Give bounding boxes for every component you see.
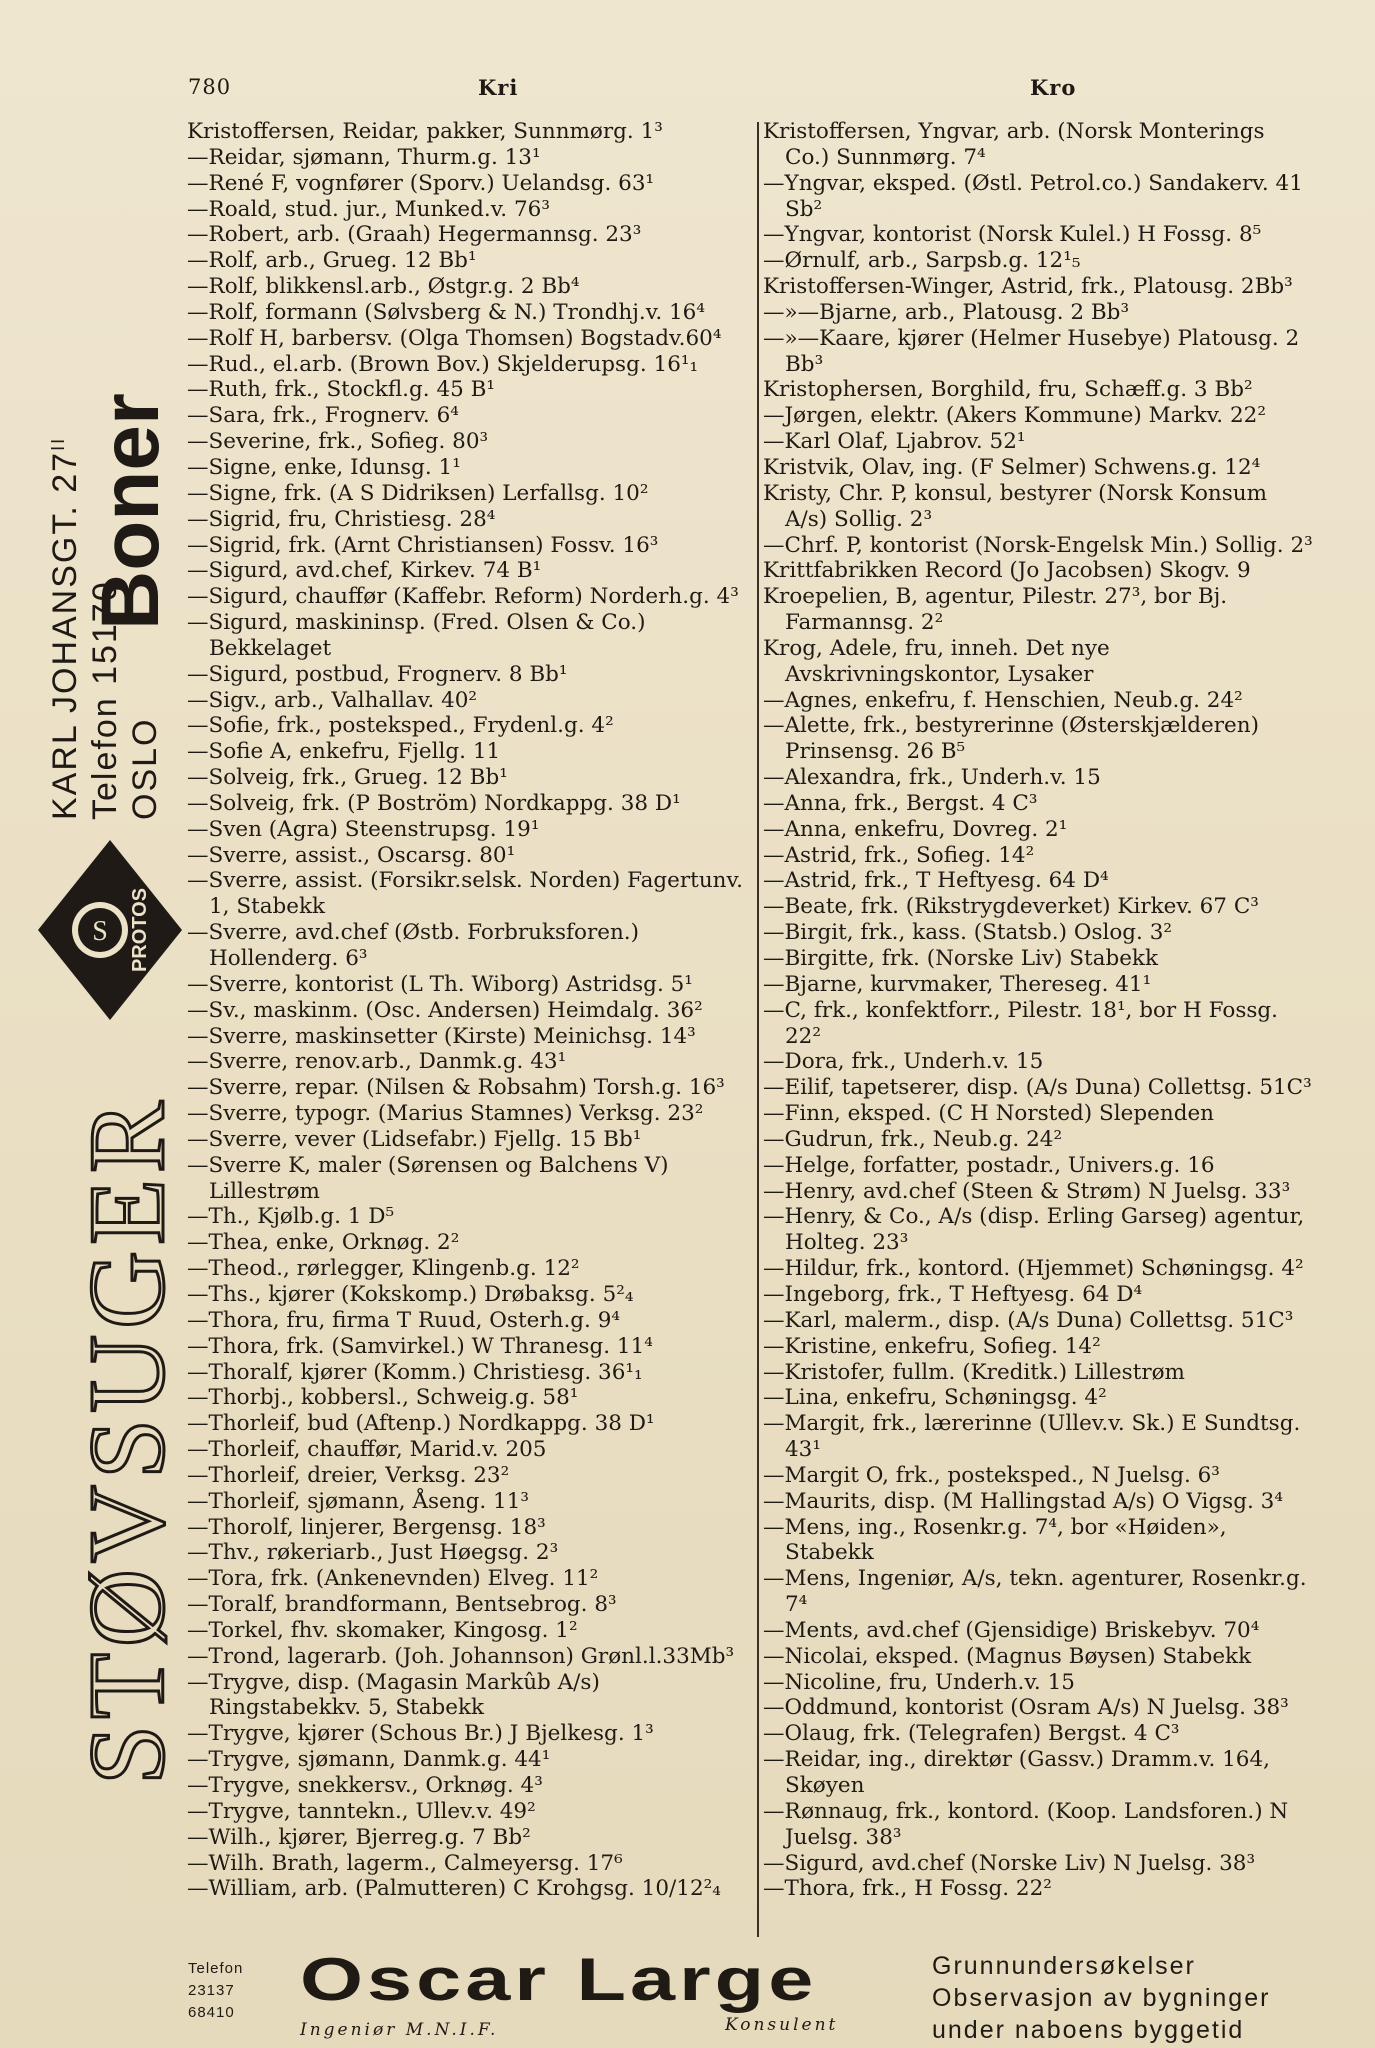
directory-entry: —Sven (Agra) Steenstrupsg. 19¹ [187,816,540,842]
directory-entry: —Sigrid, frk. (Arnt Christiansen) Fossv. 16³ [187,532,659,558]
directory-entry: —William, arb. (Palmutteren) C Krohgsg. 10/12²₄ [187,1876,721,1902]
directory-entry: —Mens, Ingeniør, A/s, tekn. agenturer, Rosenkr.g. 7⁴ [763,1566,1307,1618]
directory-entry: —Astrid, frk., Sofieg. 14² [763,842,1035,868]
directory-entry: —Agnes, enkefru, f. Henschien, Neub.g. 24² [763,687,1243,713]
directory-entry: —Thea, enke, Orknøg. 2² [187,1230,460,1256]
directory-entry: —Bjarne, kurvmaker, Thereseg. 41¹ [763,971,1152,997]
directory-entry: —Margit, frk., lærerinne (Ullev.v. Sk.) E Sundtsg. 43¹ [763,1411,1301,1463]
directory-entry: —Thora, frk., H Fossg. 22² [763,1876,1052,1902]
directory-entry: —Thorolf, linjerer, Bergensg. 18³ [187,1514,546,1540]
directory-entry: —Sigurd, chauffør (Kaffebr. Reform) Norderh.g. 4³ [187,584,739,610]
page-number: 780 [188,75,232,99]
directory-entry: —Margit O, frk., posteksped., N Juelsg. 6³ [763,1462,1220,1488]
directory-entry: —Roald, stud. jur., Munked.v. 76³ [187,196,550,222]
directory-entry: —Trygve, disp. (Magasin Markûb A/s) Ringstabekkv. 5, Stabekk [187,1669,600,1721]
column-divider [757,122,759,1937]
directory-entry: —Ths., kjører (Kokskomp.) Drøbaksg. 5²₄ [187,1281,634,1307]
footer-services [932,1950,1270,2046]
directory-entry: —Rønnaug, frk., kontord. (Koop. Landsforen.) N Juelsg. 38³ [763,1798,1289,1850]
directory-entry: —Thorleif, sjømann, Åseng. 11³ [187,1488,529,1514]
directory-entry: —Sigurd, avd.chef (Norske Liv) N Juelsg. 38³ [763,1850,1256,1876]
directory-entry: Kroepelien, B, agentur, Pilestr. 27³, bor Bj. Farmannsg. 2² [763,584,1228,636]
directory-entry: —Thora, frk. (Samvirkel.) W Thranesg. 11⁴ [187,1333,653,1359]
directory-entry: —Chrf. P, kontorist (Norsk-Engelsk Min.) Sollig. 2³ [763,532,1313,558]
directory-entry: —Astrid, frk., T Heftyesg. 64 D⁴ [763,868,1109,894]
directory-entry: —Sverre, vever (Lidsefabr.) Fjellg. 15 Bb¹ [187,1126,642,1152]
directory-entry: —Robert, arb. (Graah) Hegermannsg. 23³ [187,222,642,248]
directory-entry: —Mens, ing., Rosenkr.g. 7⁴, bor «Høiden», Stabekk [763,1514,1227,1566]
side-advertisement [38,225,188,1800]
directory-entry: —Rolf, blikkensl.arb., Østgr.g. 2 Bb⁴ [187,274,580,300]
directory-entry: —Sofie, frk., posteksped., Frydenl.g. 4² [187,713,614,739]
footer-tel-2: 68410 [188,2004,235,2021]
directory-entry: —Rud., el.arb. (Brown Bov.) Skjelderupsg. 16¹₁ [187,351,699,377]
directory-entry: —Beate, frk. (Rikstrygdeverket) Kirkev. 67 C³ [763,894,1259,920]
footer-role: Konsulent [725,2015,839,2035]
directory-entry: —Henry, avd.chef (Steen & Strøm) N Juelsg. 33³ [763,1178,1291,1204]
directory-entry: —Birgit, frk., kass. (Statsb.) Oslog. 3² [763,920,1173,946]
directory-entry: —Sara, frk., Frognerv. 6⁴ [187,403,459,429]
left-running-head: Kri [478,75,519,100]
directory-entry: —Trond, lagerarb. (Joh. Johannson) Grønl.l.33Mb³ [187,1643,735,1669]
directory-entry: —Sverre, maskinsetter (Kirste) Meinichsg. 14³ [187,1023,696,1049]
directory-entry: —Sverre, avd.chef (Østb. Forbruksforen.) Hollenderg. 6³ [187,920,640,971]
directory-entry: —Rolf, arb., Grueg. 12 Bb¹ [187,248,477,274]
directory-entry: —Thorbj., kobbersl., Schweig.g. 58¹ [187,1385,579,1411]
directory-entry: —Ments, avd.chef (Gjensidige) Briskebyv. 70⁴ [763,1617,1260,1643]
directory-entry: —Sigurd, avd.chef, Kirkev. 74 B¹ [187,558,542,584]
directory-entry: —Kristofer, fullm. (Kreditk.) Lillestrøm [763,1359,1185,1385]
footer-service-3: under naboens byggetid [932,2016,1245,2044]
directory-entry: —Thorleif, chauffør, Marid.v. 205 [187,1437,547,1463]
directory-entry: —Helge, forfatter, postadr., Univers.g. 16 [763,1152,1215,1178]
footer-title: Ingeniør M.N.I.F. [300,2020,499,2040]
directory-entry: —Sverre, renov.arb., Danmk.g. 43¹ [187,1049,567,1075]
directory-entry: —Signe, frk. (A S Didriksen) Lerfallsg. 10² [187,480,649,506]
directory-entry: —Reidar, ing., direktør (Gassv.) Dramm.v. 164, Skøyen [763,1747,1270,1798]
directory-entry: —Ingeborg, frk., T Heftyesg. 64 D⁴ [763,1281,1143,1307]
footer-telephone-block [188,1958,243,2024]
ad-logo-text: PROTOS [129,887,151,973]
right-column-entries [763,119,1315,1902]
directory-entry: —Alexandra, frk., Underh.v. 15 [763,765,1101,791]
directory-entry: —Sv., maskinm. (Osc. Andersen) Heimdalg. 36² [187,997,703,1023]
directory-entry: Krittfabrikken Record (Jo Jacobsen) Skogv. 9 [763,558,1251,584]
directory-entry: —Reidar, sjømann, Thurm.g. 13¹ [187,144,541,170]
directory-entry: —Trygve, tanntekn., Ullev.v. 49² [187,1798,536,1824]
directory-entry: —Kristine, enkefru, Sofieg. 14² [763,1333,1101,1359]
directory-entry: —Th., Kjølb.g. 1 D⁵ [187,1204,395,1230]
directory-entry: —Wilh., kjører, Bjerreg.g. 7 Bb² [187,1824,531,1850]
directory-entry: —Yngvar, kontorist (Norsk Kulel.) H Fossg. 8⁵ [763,222,1262,248]
directory-entry: Kristophersen, Borghild, fru, Schæff.g. 3 Bb² [763,377,1253,403]
directory-entry: —C, frk., konfektforr., Pilestr. 18¹, bor H Fossg. 22² [763,997,1278,1049]
directory-entry: Kristy, Chr. P, konsul, bestyrer (Norsk Konsum A/s) Sollig. 2³ [763,480,1268,532]
directory-entry: —Torkel, fhv. skomaker, Kingosg. 1² [187,1617,578,1643]
footer-tel-label: Telefon [188,1960,244,1977]
directory-entry: —Signe, enke, Idunsg. 1¹ [187,454,461,480]
directory-entry: —Trygve, sjømann, Danmk.g. 44¹ [187,1747,551,1773]
directory-entry: —Sigv., arb., Valhallav. 40² [187,687,478,713]
directory-entry: —Finn, eksped. (C H Norsted) Slependen [763,1101,1215,1127]
protos-logo [38,840,182,1020]
directory-entry: Kristoffersen, Reidar, pakker, Sunnmørg. 1³ [187,119,663,144]
directory-entry: —Sverre, assist. (Forsikr.selsk. Norden) Fagertunv. 1, Stabekk [187,868,743,920]
directory-entry: —Toralf, brandformann, Bentsebrog. 8³ [187,1592,617,1618]
directory-entry: —Nicoline, fru, Underh.v. 15 [763,1669,1075,1695]
directory-entry: —Tora, frk. (Ankenevnden) Elveg. 11² [187,1566,599,1592]
footer-company-name: Oscar Large [300,1946,818,2013]
directory-entry: —Thorleif, dreier, Verksg. 23² [187,1462,510,1488]
footer-tel-1: 23137 [188,1982,235,1999]
directory-entry: —Solveig, frk., Grueg. 12 Bb¹ [187,765,508,791]
directory-entry: —Gudrun, frk., Neub.g. 24² [763,1126,1063,1152]
directory-entry: —Solveig, frk. (P Boström) Nordkappg. 38 D¹ [187,790,681,816]
directory-entry: —Sverre K, maler (Sørensen og Balchens V) Lillestrøm [187,1152,669,1204]
directory-entry: —Sigrid, fru, Christiesg. 28⁴ [187,506,496,532]
directory-entry: —Ørnulf, arb., Sarpsb.g. 12¹₅ [763,248,1081,274]
directory-entry: —Sigurd, postbud, Frognerv. 8 Bb¹ [187,661,568,687]
directory-entry: —Rolf H, barbersv. (Olga Thomsen) Bogstadv.60⁴ [187,325,722,351]
ad-product-top: Boner [85,393,176,630]
directory-entry: —Dora, frk., Underh.v. 15 [763,1049,1044,1075]
directory-entry: —Sigurd, maskininsp. (Fred. Olsen & Co.) Bekkelaget [187,610,646,661]
directory-entry: —»—Kaare, kjører (Helmer Husebye) Platousg. 2 Bb³ [763,325,1300,377]
directory-entry: —Maurits, disp. (M Hallingstad A/s) O Vigsg. 3⁴ [763,1488,1283,1514]
directory-entry: —Sverre, typogr. (Marius Stamnes) Verksg. 23² [187,1101,704,1127]
left-column-entries [187,119,747,1902]
directory-entry: —Nicolai, eksped. (Magnus Bøysen) Stabekk [763,1643,1252,1669]
directory-entry: —Wilh. Brath, lagerm., Calmeyersg. 17⁶ [187,1850,623,1876]
directory-entry: —Oddmund, kontorist (Osram A/s) N Juelsg. 38³ [763,1695,1289,1721]
directory-entry: Kristoffersen-Winger, Astrid, frk., Platousg. 2Bb³ [763,274,1293,300]
footer-service-1: Grunnundersøkelser [932,1952,1196,1980]
directory-entry: —Henry, & Co., A/s (disp. Erling Garseg) agentur, Holteg. 23³ [763,1204,1305,1256]
directory-entry: —Trygve, snekkersv., Orknøg. 4³ [187,1773,543,1798]
directory-entry: —Trygve, kjører (Schous Br.) J Bjelkesg. 1³ [187,1721,654,1747]
directory-entry: —Lina, enkefru, Schøningsg. 4² [763,1385,1107,1411]
directory-entry: —Ruth, frk., Stockfl.g. 45 B¹ [187,377,496,403]
directory-entry: —Jørgen, elektr. (Akers Kommune) Markv. 22² [763,403,1266,429]
directory-entry: Krog, Adele, fru, inneh. Det nye Avskrivningskontor, Lysaker [763,635,1110,687]
ad-product-bottom: STØVSUGER [68,1094,187,1785]
directory-entry: —Alette, frk., bestyrerinne (Østerskjælderen) Prinsensg. 26 B⁵ [763,713,1260,765]
directory-entry: —Thorleif, bud (Aftenp.) Nordkappg. 38 D¹ [187,1411,655,1437]
directory-entry: —Theod., rørlegger, Klingenb.g. 12² [187,1256,580,1282]
directory-entry: —Karl Olaf, Ljabrov. 52¹ [763,429,1026,455]
directory-entry: —Olaug, frk. (Telegrafen) Bergst. 4 C³ [763,1721,1180,1747]
ad-telephone: Telefon 15170 [86,580,124,820]
directory-entry: —Thora, fru, firma T Ruud, Osterh.g. 9⁴ [187,1307,621,1333]
directory-entry: —Anna, frk., Bergst. 4 C³ [763,790,1038,816]
directory-entry: —Sofie A, enkefru, Fjellg. 11 [187,739,501,765]
directory-entry: —Birgitte, frk. (Norske Liv) Stabekk [763,946,1158,971]
svg-text:S: S [92,916,108,947]
directory-entry: Kristvik, Olav, ing. (F Selmer) Schwens.g. 12⁴ [763,454,1261,480]
directory-entry: —Hildur, frk., kontord. (Hjemmet) Schøningsg. 4² [763,1256,1304,1282]
directory-entry: —Severine, frk., Sofieg. 80³ [187,429,489,455]
directory-entry: —Thv., røkeriarb., Just Høegsg. 2³ [187,1540,559,1566]
directory-entry: —Thoralf, kjører (Komm.) Christiesg. 36¹₁ [187,1359,643,1385]
directory-entry: —Sverre, repar. (Nilsen & Robsahm) Torsh.g. 16³ [187,1075,725,1101]
directory-entry: —Eilif, tapetserer, disp. (A/s Duna) Collettsg. 51C³ [763,1075,1312,1101]
directory-entry: —Sverre, kontorist (L Th. Wiborg) Astridsg. 5¹ [187,971,693,997]
directory-entry: —Karl, malerm., disp. (A/s Duna) Collettsg. 51C³ [763,1307,1294,1333]
footer-service-2: Observasjon av bygninger [932,1984,1271,2012]
directory-entry: —René F, vognfører (Sporv.) Uelandsg. 63¹ [187,170,655,196]
right-running-head: Kro [1030,75,1077,100]
ad-city: OSLO [126,717,164,820]
directory-entry: —»—Bjarne, arb., Platousg. 2 Bb³ [763,299,1130,325]
ad-address: KARL JOHANSGT. $27^{II}$ [46,436,84,820]
directory-entry: Kristoffersen, Yngvar, arb. (Norsk Monterings Co.) Sunnmørg. 7⁴ [763,119,1265,170]
directory-entry: —Yngvar, eksped. (Østl. Petrol.co.) Sandakerv. 41 Sb² [763,170,1303,222]
directory-entry: —Anna, enkefru, Dovreg. 2¹ [763,816,1068,842]
directory-entry: —Rolf, formann (Sølvsberg & N.) Trondhj.v. 16⁴ [187,299,705,325]
directory-entry: —Sverre, assist., Oscarsg. 80¹ [187,842,516,868]
